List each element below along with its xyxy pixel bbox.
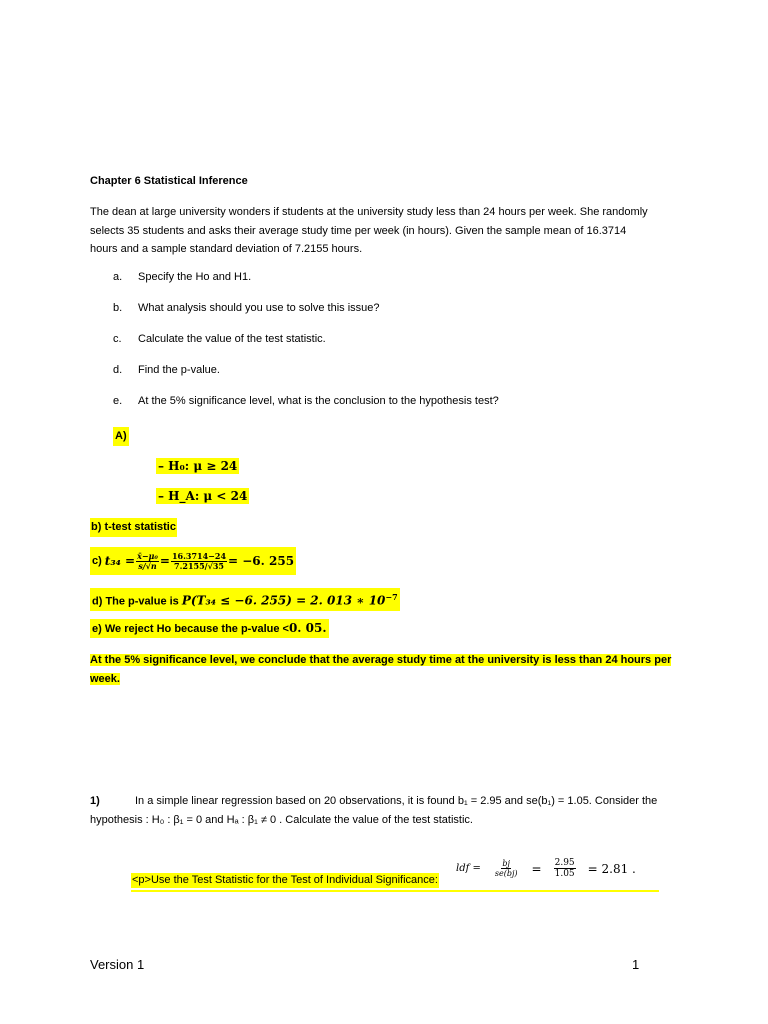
list-text: Specify the Ho and H1. — [138, 271, 252, 283]
list-marker: a. — [113, 271, 123, 283]
test-statistic-equation — [456, 858, 636, 879]
value-fraction: $\frac{2.95}{1.05}$ — [554, 858, 575, 879]
list-item — [113, 364, 220, 376]
list-text: Find the p-value. — [138, 364, 220, 376]
list-item — [113, 302, 380, 314]
page-title: Chapter 6 Statistical Inference — [90, 175, 248, 187]
list-item — [113, 271, 251, 283]
list-marker: d. — [113, 364, 123, 376]
intro-paragraph — [90, 203, 700, 259]
problem-line: hypothesis : H₀ : β₁ = 0 and Hₐ : β₁ ≠ 0 . Calculate the value of the test statistic. — [90, 814, 473, 826]
list-marker: b. — [113, 302, 123, 314]
answer-c — [90, 547, 296, 575]
p-value-expression: P(T₃₄ ≤ −6. 255) = 2. 013 ∗ 10 — [181, 593, 386, 608]
alpha-value: 0. 05. — [288, 621, 327, 635]
problem-line: In a simple linear regression based on 20 observations, it is found b₁ = 2.95 and se(b₁) = 1.05. Consider the — [135, 795, 658, 807]
t-stat-lhs: t₃₄ = — [104, 554, 136, 568]
list-item — [113, 333, 326, 345]
intro-line: hours and a sample standard deviation of 7.2155 hours. — [90, 243, 363, 255]
page-number: 1 — [632, 957, 640, 972]
equals-sign: = — [159, 554, 170, 568]
equals-sign: = — [531, 861, 542, 876]
t-stat-result: = −6. 255 — [228, 554, 295, 568]
conclusion — [90, 651, 671, 688]
equation-result: = 2.81 . — [587, 861, 636, 876]
answer-text: <p>Use the Test Statistic for the Test of Individual Significance: — [132, 874, 438, 886]
answer-a-label: A) — [113, 427, 129, 446]
p-value-exponent: −7 — [385, 592, 398, 602]
value-fraction: $\frac{16.3714-24}{7.2155/√35}$ — [171, 550, 227, 571]
list-item — [113, 395, 499, 407]
list-text: Calculate the value of the test statistic. — [138, 333, 326, 345]
answer-d: d) The p-value is P(T₃₄ ≤ −6. 255) = 2. 013 ∗ $10^{-7}$ — [90, 588, 400, 611]
null-hypothesis: – H₀: μ ≥ 24 — [158, 459, 238, 473]
problem-answer — [131, 852, 659, 892]
list-text: What analysis should you use to solve this issue? — [138, 302, 380, 314]
equation-fraction: $\frac{bj}{se(bj)}$ — [494, 859, 518, 878]
equation-lhs: ldf = — [456, 863, 481, 874]
alternative-hypothesis: – H_A: μ < 24 — [158, 489, 248, 503]
conclusion-line: At the 5% significance level, we conclude that the average study time at the university is less than 24 hours per — [90, 654, 672, 666]
intro-line: selects 35 students and asks their average study time per week (in hours). Given the sample mean of 16.3714 — [90, 224, 627, 237]
list-text: At the 5% significance level, what is the conclusion to the hypothesis test? — [138, 395, 499, 407]
list-marker: e. — [113, 395, 123, 407]
answer-c-label: c) — [92, 555, 102, 567]
intro-line: The dean at large university wonders if students at the university study less than 24 hours per week. She randomly — [90, 206, 648, 218]
answer-b: b) t-test statistic — [90, 518, 177, 537]
problem-number: 1) — [90, 795, 100, 807]
list-marker: c. — [113, 333, 122, 345]
conclusion-line: week. — [90, 672, 120, 685]
formula-fraction: $\frac{\text{x̄−μ₀}}{s/√n}$ — [137, 550, 158, 571]
footer-version: Version 1 — [90, 957, 145, 972]
answer-e: e) We reject Ho because the p-value <0. 05. — [90, 619, 329, 638]
